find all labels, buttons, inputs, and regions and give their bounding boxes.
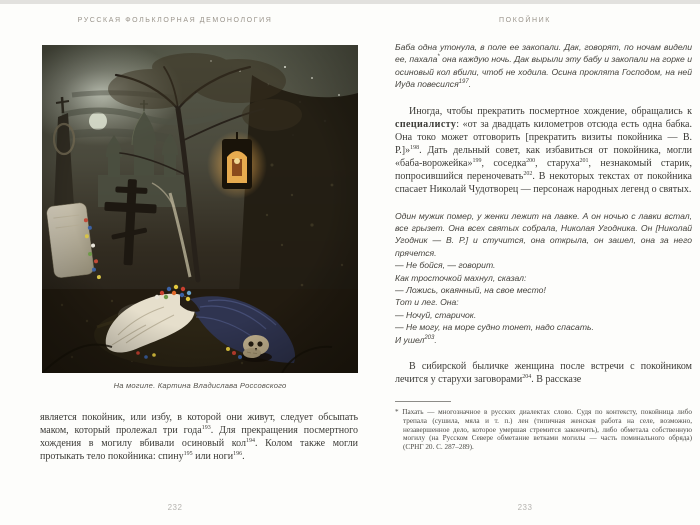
blockquote-nikolay-ugodnik: Один мужик помер, у женки лежит на лавке. А он ночью с лавки встал, все грызет. Она всех святых собрала, Николая Угодника. Он [Николай Угодник — В. Р.] и стучится, она открыла, он зашел, она за него прячется. — Не бойся, — говорит. Как тросточкой махнул, сказал: — Ложись, окаянный, на свое место! Тот и лег. Она: — Ночуй, старичок. — Не могу, на море судно тонет, надо спасать. И ушел$^{203}$. [395,210,692,345]
paragraph-siberian-bylichka: В сибирской быличке женщина после встречи с покойником лечится у старухи заговорами$^{204}$. В рассказе [395,361,692,386]
painting-caption: На могиле. Картина Владислава Россовского [113,381,287,390]
footnote-pahat: * Пахать — многозначное в русских диалектах слово. Судя по контексту, покойница либо трепала (сушила, мяла и т. п.) лен (типичная женская работа на селе, возможно, незавершенное дело, которое умершая стремится закончить), либо обметала собственную могилу (на Русском Севере обметание ветками могилы — часть поминального обряда) (СРНГ 20. С. 287–289). [395,408,692,452]
paragraph-specialist: Иногда, чтобы прекратить посмертное хождение, обращались к специалисту: «от за двадцать километров отсюда есть одна бабка. Она токо может отговорить [прекратить визиты покойника — В. Р.]»$^{198}$. Дать дельный совет, как избавиться от покойника, могли «баба-ворожейка»$^{199}$, соседка$^{200}$, старуха$^{201}$, незнакомый старик, попросившийся переночевать$^{202}$. В некоторых текстах от покойника спасает Николай Чудотворец — персонаж народных легенд о святых. [395,105,693,195]
vignette [42,45,358,373]
page-number-right: 233 [517,503,533,512]
running-head-left: РУССКАЯ ФОЛЬКЛОРНАЯ ДЕМОНОЛОГИЯ [77,17,273,24]
page-number-left: 232 [167,503,183,512]
right-page-column [395,41,692,452]
footnote-rule [395,401,451,402]
painting-figure [42,45,358,390]
running-head-right: ПОКОЙНИК [499,17,551,24]
painting-image [42,45,358,373]
right-page [350,0,700,525]
body-paragraph-left: является покойник, или избу, в которой они живут, следует обсыпать маком, который пролежал три года$^{193}$. Для прекращения посмертного хождения в могилу вбивали осиновый кол$^{194}$. Колом также могли протыкать тело покойника: спину$^{195}$ или ноги$^{196}$. [40,412,358,462]
blockquote-drowned-woman: Баба одна утонула, в поле ее закопали. Дак, говорят, по ночам видели ее, пахала* она каждую ночь. Дак вырыли эту бабу и закопали на горке и осиновый кол вбили, чтоб не ходила. Осина проклята Господом, на ней Иуда повесился$^{197}$. [395,42,692,90]
